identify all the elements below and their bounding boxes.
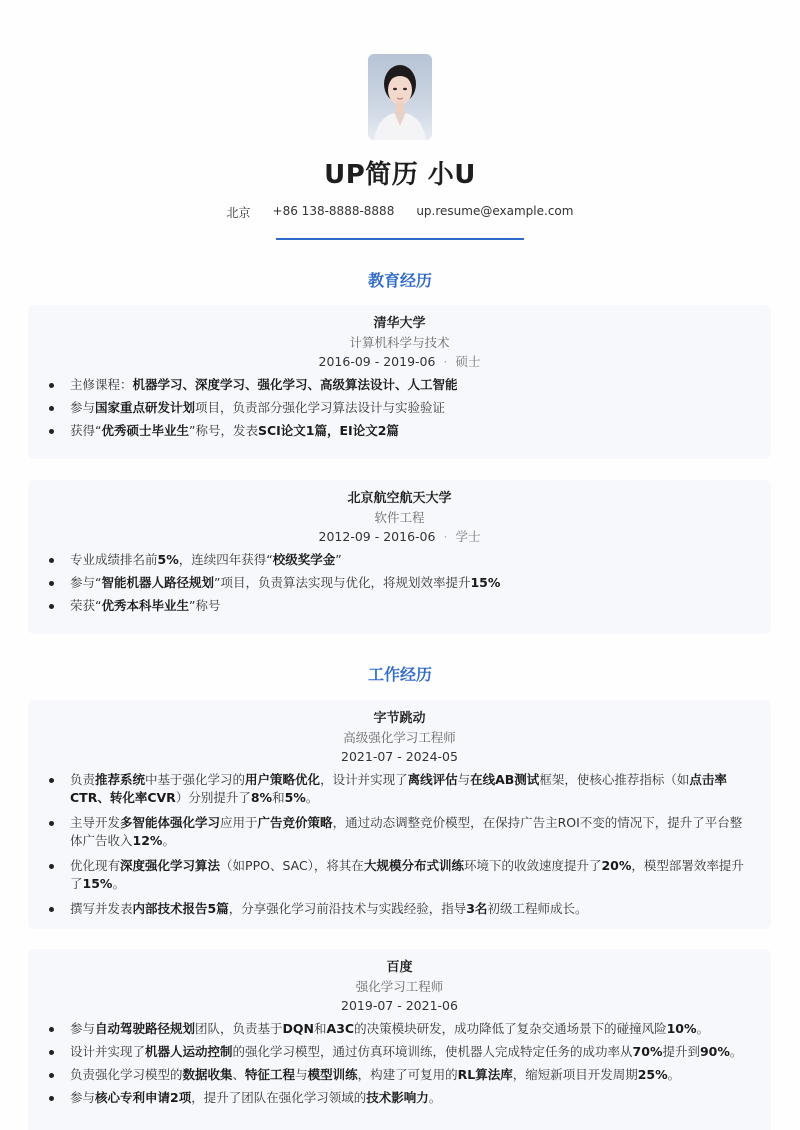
education-meta [46, 352, 753, 372]
education-card [28, 305, 771, 459]
list-item: 负责强化学习模型的数据收集、特征工程与模型训练，构建了可复用的RL算法库，缩短新项目开发周期25%。 [46, 1066, 753, 1084]
job-title: 强化学习工程师 [355, 979, 444, 994]
degree: 学士 [455, 529, 481, 544]
contact-email[interactable]: up.resume@example.com [416, 204, 574, 218]
list-item: 设计并实现了机器人运动控制的强化学习模型，通过仿真环境训练，使机器人完成特定任务的成功率从70%提升到90%。 [46, 1043, 753, 1061]
contact-phone: +86 138-8888-8888 [272, 204, 395, 218]
contact-city: 北京 [226, 206, 251, 220]
major: 软件工程 [374, 510, 425, 525]
company-name: 字节跳动 [373, 711, 426, 726]
list-item: 撰写并发表内部技术报告5篇，分享强化学习前沿技术与实践经验，指导3名初级工程师成长。 [46, 900, 753, 918]
work-card [28, 949, 771, 1130]
list-item: 优化现有深度强化学习算法（如PPO、SAC），将其在大规模分布式训练环境下的收敛速度提升了20%，模型部署效率提升了15%。 [46, 857, 753, 893]
profile-photo [368, 54, 432, 140]
education-card [28, 480, 771, 634]
job-title: 高级强化学习工程师 [343, 730, 456, 745]
list-item: 参与国家重点研发计划项目，负责部分强化学习算法设计与实验验证 [46, 399, 753, 417]
school-name: 北京航空航天大学 [347, 491, 452, 506]
bullet-list [46, 1020, 753, 1107]
bullet-list [46, 771, 753, 918]
list-item: 参与“智能机器人路径规划”项目，负责算法实现与优化，将规划效率提升15% [46, 574, 753, 592]
avatar-portrait-icon [368, 54, 432, 140]
education-meta [46, 527, 753, 547]
work-section-title: 工作经历 [367, 665, 432, 684]
company-name: 百度 [386, 960, 413, 975]
list-item: 获得“优秀硕士毕业生”称号，发表SCI论文1篇，EI论文2篇 [46, 422, 753, 440]
list-item: 负责推荐系统中基于强化学习的用户策略优化，设计并实现了离线评估与在线AB测试框架，使核心推荐指标（如点击率CTR、转化率CVR）分别提升了8%和5%。 [46, 771, 753, 807]
period: 2012-09 - 2016-06 [318, 529, 436, 544]
school-name: 清华大学 [373, 316, 426, 331]
degree: 硕士 [455, 354, 481, 369]
candidate-name: UP简历 小U [324, 160, 476, 190]
major: 计算机科学与技术 [349, 335, 450, 350]
bullet-list [46, 551, 753, 615]
list-item: 主导开发多智能体强化学习应用于广告竞价策略，通过动态调整竞价模型，在保持广告主ROI不变的情况下，提升了平台整体广告收入12%。 [46, 814, 753, 850]
list-item: 专业成绩排名前5%，连续四年获得“校级奖学金” [46, 551, 753, 569]
period: 2019-07 - 2021-06 [341, 998, 458, 1013]
period: 2021-07 - 2024-05 [341, 749, 458, 764]
list-item: 荣获“优秀本科毕业生”称号 [46, 597, 753, 615]
separator-dot: · [443, 354, 448, 369]
bullet-list [46, 376, 753, 440]
education-section-title: 教育经历 [367, 271, 432, 290]
separator-dot: · [443, 529, 448, 544]
list-item: 参与自动驾驶路径规划团队，负责基于DQN和A3C的决策模块研发，成功降低了复杂交通场景下的碰撞风险10%。 [46, 1020, 753, 1038]
contact-info [0, 204, 800, 221]
list-item: 主修课程：机器学习、深度学习、强化学习、高级算法设计、人工智能 [46, 376, 753, 394]
period: 2016-09 - 2019-06 [318, 354, 436, 369]
header-divider [276, 238, 524, 240]
list-item: 参与核心专利申请2项，提升了团队在强化学习领域的技术影响力。 [46, 1089, 753, 1107]
work-card [28, 700, 771, 929]
